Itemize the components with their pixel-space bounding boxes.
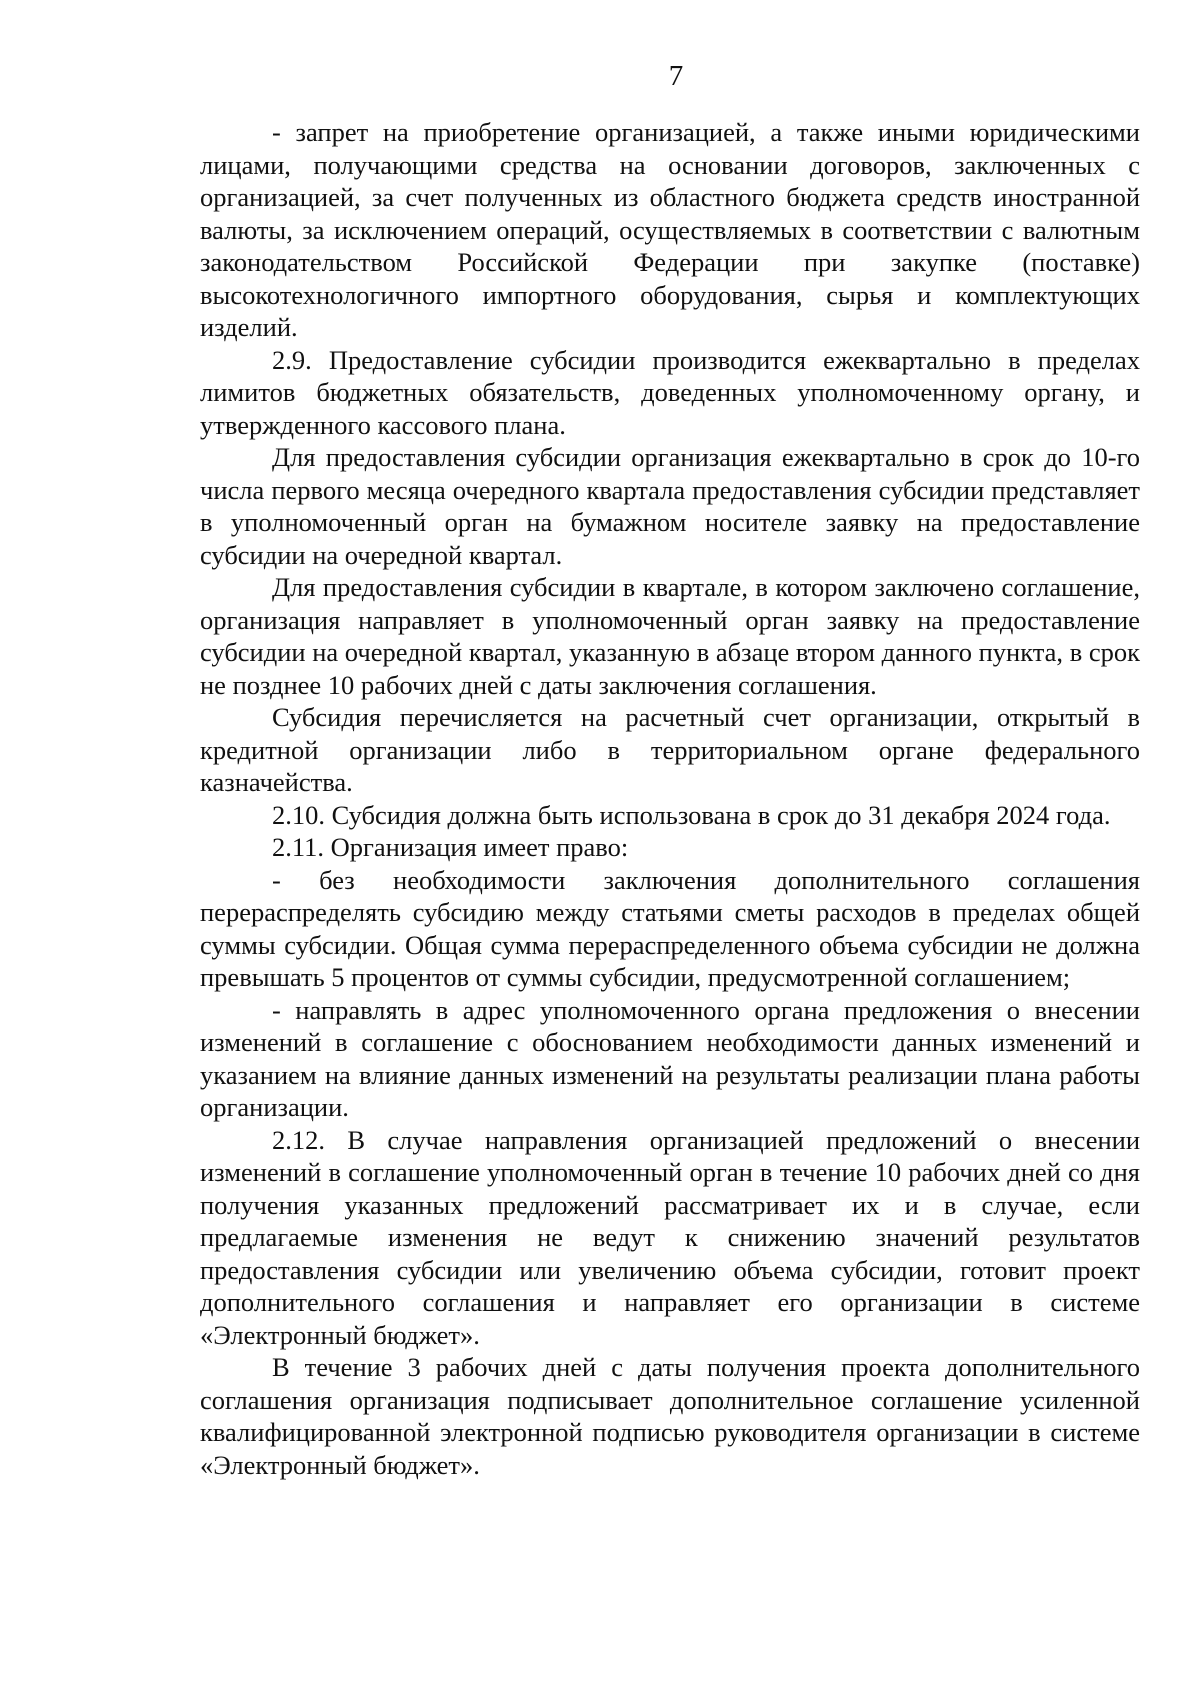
- document-body: [200, 116, 1140, 1481]
- paragraph-subsidy-transfer: Субсидия перечисляется на расчетный счет организации, открытый в кредитной организации либо в территориальном органе федерального казначейства.: [200, 702, 1140, 797]
- paragraph-redistribution-right: - без необходимости заключения дополнительного соглашения перераспределять субсидию между статьями сметы расходов в пределах общей суммы субсидии. Общая сумма перераспределенного объема субсидии не должна превышать 5 процентов от суммы субсидии, предусмотренной соглашением;: [200, 864, 1140, 992]
- paragraph-first-quarter-application: Для предоставления субсидии в квартале, в котором заключено соглашение, организация направляет в уполномоченный орган заявку на предоставление субсидии на очередной квартал, указанную в абзаце втором данного пункта, в срок не позднее 10 рабочих дней с даты заключения соглашения.: [200, 572, 1140, 700]
- paragraph-signing-deadline: В течение 3 рабочих дней с даты получения проекта дополнительного соглашения организация подписывает дополнительное соглашение усиленной квалифицированной электронной подписью руководителя организации в системе «Электронный бюджет».: [200, 1352, 1140, 1480]
- paragraph-2-12: 2.12. В случае направления организацией предложений о внесении изменений в соглашение уполномоченный орган в течение 10 рабочих дней со дня получения указанных предложений рассматривает их и в случае, если предлагаемые изменения не ведут к снижению значений результатов предоставления субсидии или увеличению объема субсидии, готовит проект дополнительного соглашения и направляет его организации в системе «Электронный бюджет».: [200, 1124, 1140, 1350]
- paragraph-2-10: 2.10. Субсидия должна быть использована в срок до 31 декабря 2024 года.: [272, 799, 1111, 830]
- paragraph-quarterly-application: Для предоставления субсидии организация ежеквартально в срок до 10-го числа первого месяца очередного квартала предоставления субсидии представляет в уполномоченный орган на бумажном носителе заявку на предоставление субсидии на очередной квартал.: [200, 442, 1140, 570]
- paragraph-currency-prohibition: - запрет на приобретение организацией, а также иными юридическими лицами, получающими средства на основании договоров, заключенных с организацией, за счет полученных из областного бюджета средств иностранной валюты, за исключением операций, осуществляемых в соответствии с валютным законодательством Российской Федерации при закупке (поставке) высокотехнологичного импортного оборудования, сырья и комплектующих изделий.: [200, 117, 1140, 342]
- paragraph-amendment-proposals-right: - направлять в адрес уполномоченного органа предложения о внесении изменений в соглашение с обоснованием необходимости данных изменений и указанием на влияние данных изменений на результаты реализации плана работы организации.: [200, 994, 1140, 1122]
- paragraph-2-9: 2.9. Предоставление субсидии производится ежеквартально в пределах лимитов бюджетных обязательств, доведенных уполномоченному органу, и утвержденного кассового плана.: [200, 344, 1140, 440]
- page-number: 7: [668, 60, 684, 92]
- paragraph-2-11: 2.11. Организация имеет право:: [272, 832, 629, 862]
